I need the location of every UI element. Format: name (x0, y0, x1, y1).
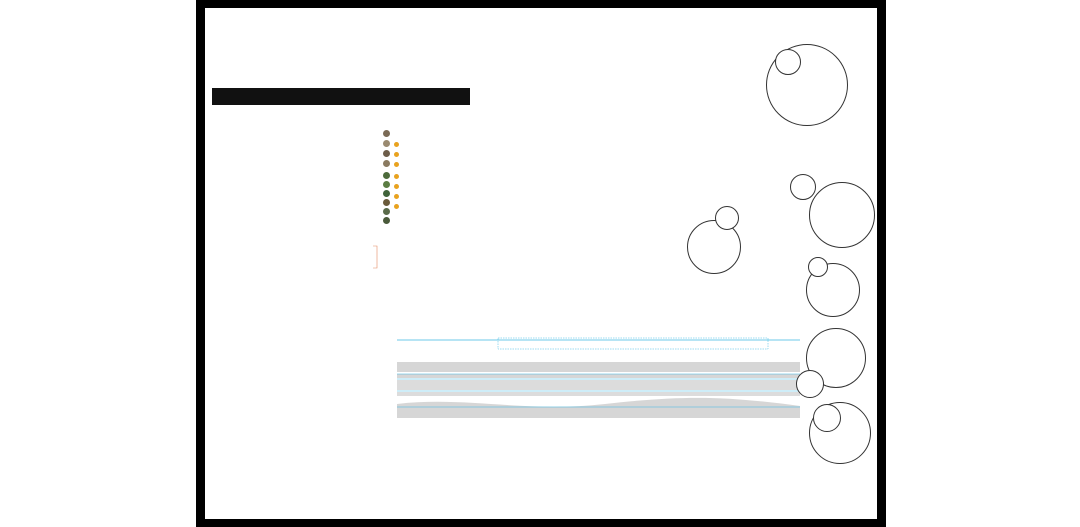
temp-band-min (397, 392, 800, 396)
shrimp-bracket (373, 246, 377, 268)
high-tide-band (397, 362, 800, 372)
coral-spawn-icon (775, 49, 801, 75)
sunhour-band (397, 398, 800, 418)
release-circle (809, 182, 875, 248)
poster-sheet (205, 8, 877, 519)
temp-band-max (397, 380, 800, 390)
sun-icon (813, 404, 841, 432)
wave-icon (796, 370, 824, 398)
low-tide-band (397, 374, 800, 378)
visitor-icon (808, 257, 828, 277)
pipe-discharge-icon (715, 206, 739, 230)
mangrove-seed-icon (790, 174, 816, 200)
